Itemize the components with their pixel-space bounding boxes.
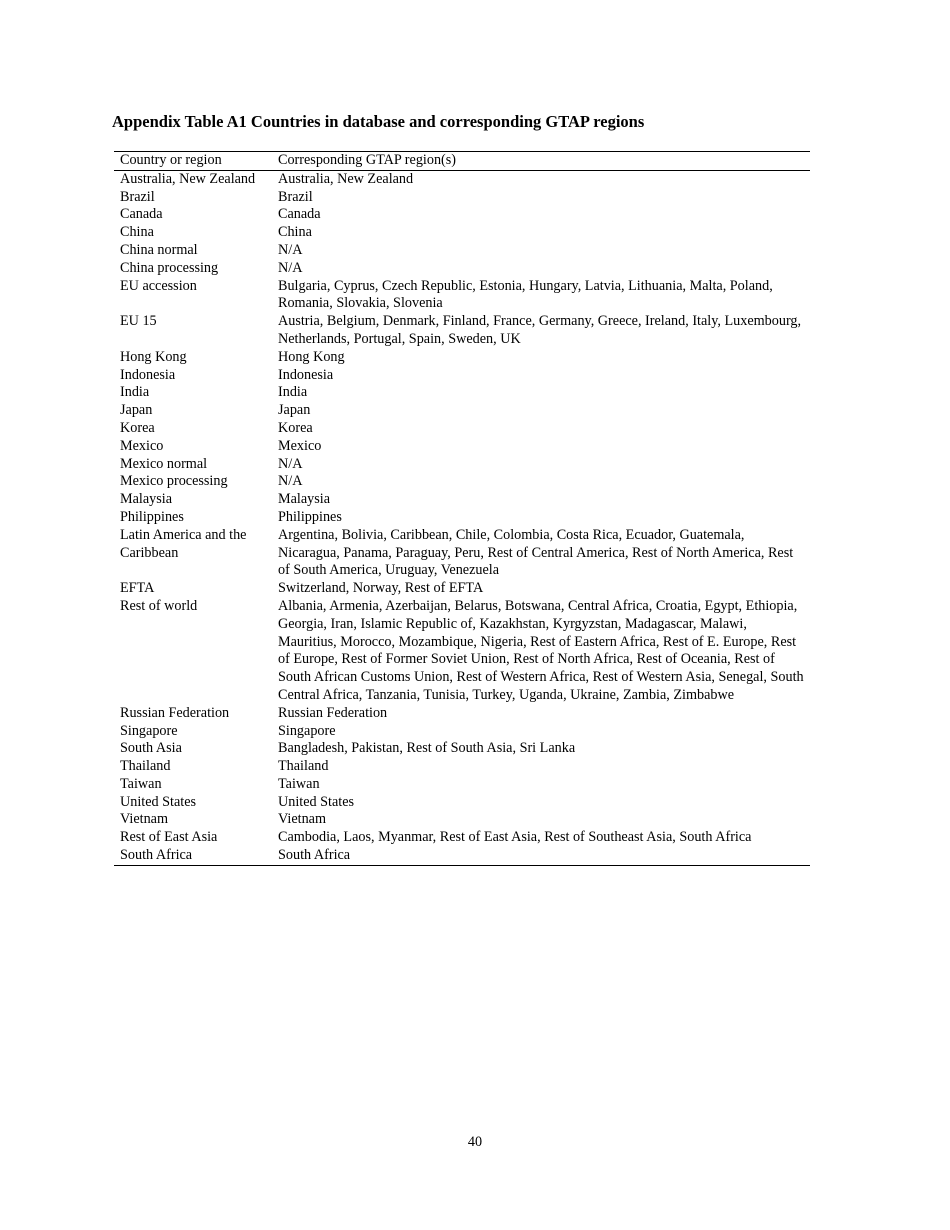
- table-row: [114, 349, 810, 367]
- table-row: [114, 206, 810, 224]
- table-row: [114, 580, 810, 598]
- gtap-regions-cell: Argentina, Bolivia, Caribbean, Chile, Colombia, Costa Rica, Ecuador, Guatemala, Nicaragua, Panama, Paraguay, Peru, Rest of Central America, Rest of North America, Rest of South America, Uruguay, Venezuela: [278, 526, 794, 579]
- table-row: [114, 170, 810, 188]
- country-cell: Taiwan: [120, 775, 162, 792]
- country-cell: Rest of world: [120, 597, 198, 614]
- table-header: [114, 152, 810, 171]
- country-cell: Australia, New Zealand: [120, 170, 256, 187]
- gtap-regions-cell: Albania, Armenia, Azerbaijan, Belarus, Botswana, Central Africa, Croatia, Egypt, Ethiopia, Georgia, Iran, Islamic Republic of, Kazakhstan, Kyrgyzstan, Madagascar, Malawi, Mauritius, Morocco, Mozambique, Nigeria, Rest of Eastern Africa, Rest of E. Europe, Rest of Europe, Rest of Former Soviet Union, Rest of North Africa, Rest of Oceania, Rest of South African Customs Union, Rest of Western Africa, Rest of Western Asia, Senegal, South Central Africa, Tanzania, Tunisia, Turkey, Uganda, Ukraine, Zambia, Zimbabwe: [278, 597, 804, 703]
- gtap-regions-cell: Bangladesh, Pakistan, Rest of South Asia, Sri Lanka: [278, 740, 576, 757]
- country-cell: South Africa: [120, 847, 193, 864]
- gtap-regions-cell: Japan: [278, 402, 311, 419]
- table-body: [114, 170, 810, 865]
- gtap-regions-cell: China: [278, 224, 312, 241]
- country-cell: Singapore: [120, 722, 178, 739]
- table-row: [114, 527, 810, 580]
- gtap-regions-cell: Hong Kong: [278, 348, 345, 365]
- country-cell: India: [120, 384, 150, 401]
- table-row: [114, 242, 810, 260]
- country-cell: Rest of East Asia: [120, 829, 218, 846]
- gtap-regions-cell: United States: [278, 793, 355, 810]
- gtap-regions-cell: N/A: [278, 455, 303, 472]
- table-row: [114, 456, 810, 474]
- country-cell: Canada: [120, 206, 163, 223]
- table-row: [114, 473, 810, 491]
- table-row: [114, 847, 810, 865]
- table-row: [114, 740, 810, 758]
- table-row: [114, 420, 810, 438]
- table-row: [114, 598, 810, 705]
- country-cell: EU accession: [120, 277, 197, 294]
- gtap-regions-cell: Vietnam: [278, 811, 326, 828]
- gtap-regions-cell: Malaysia: [278, 491, 331, 508]
- gtap-regions-cell: Mexico: [278, 437, 322, 454]
- table-row: [114, 384, 810, 402]
- country-cell: Mexico normal: [120, 455, 208, 472]
- table-row: [114, 758, 810, 776]
- table-row: [114, 367, 810, 385]
- country-cell: Philippines: [120, 508, 184, 525]
- gtap-regions-cell: Brazil: [278, 188, 313, 205]
- countries-table: [114, 151, 810, 866]
- gtap-regions-cell: Russian Federation: [278, 704, 388, 721]
- country-cell: Hong Kong: [120, 348, 187, 365]
- table-title: Appendix Table A1 Countries in database and corresponding GTAP regions: [112, 112, 645, 131]
- page-number: 40: [467, 1134, 483, 1150]
- gtap-regions-cell: N/A: [278, 241, 303, 258]
- gtap-regions-cell: N/A: [278, 259, 303, 276]
- table-row: [114, 313, 810, 349]
- gtap-regions-cell: Indonesia: [278, 366, 334, 383]
- gtap-regions-cell: Singapore: [278, 722, 336, 739]
- table-row: [114, 829, 810, 847]
- table-row: [114, 811, 810, 829]
- table-row: [114, 723, 810, 741]
- gtap-regions-cell: N/A: [278, 473, 303, 490]
- country-cell: South Asia: [120, 740, 182, 757]
- gtap-regions-cell: Canada: [278, 206, 321, 223]
- table-row: [114, 402, 810, 420]
- country-cell: Vietnam: [120, 811, 168, 828]
- gtap-regions-cell: South Africa: [278, 847, 351, 864]
- header-row: [114, 152, 810, 171]
- gtap-regions-cell: Switzerland, Norway, Rest of EFTA: [278, 580, 484, 597]
- header-gtap-regions: Corresponding GTAP region(s): [278, 152, 810, 171]
- country-cell: Russian Federation: [120, 704, 230, 721]
- country-cell: EU 15: [120, 313, 157, 330]
- country-cell: Indonesia: [120, 366, 176, 383]
- country-cell: Malaysia: [120, 491, 173, 508]
- table-row: [114, 189, 810, 207]
- country-cell: Mexico processing: [120, 473, 228, 490]
- country-cell: Mexico: [120, 437, 164, 454]
- table-row: [114, 491, 810, 509]
- table-row: [114, 794, 810, 812]
- table-row: [114, 260, 810, 278]
- country-cell: Brazil: [120, 188, 155, 205]
- table-row: [114, 776, 810, 794]
- table-row: [114, 278, 810, 314]
- country-cell: China processing: [120, 259, 219, 276]
- country-cell: Thailand: [120, 758, 171, 775]
- country-cell: China: [120, 224, 154, 241]
- gtap-regions-cell: Australia, New Zealand: [278, 170, 414, 187]
- table-row: [114, 438, 810, 456]
- header-country: Country or region: [114, 152, 278, 171]
- country-cell: China normal: [120, 241, 198, 258]
- table-row: [114, 509, 810, 527]
- table-row: [114, 705, 810, 723]
- gtap-regions-cell: India: [278, 384, 308, 401]
- country-cell: Korea: [120, 419, 155, 436]
- gtap-regions-cell: Korea: [278, 419, 313, 436]
- country-cell: Japan: [120, 402, 153, 419]
- gtap-regions-cell: Thailand: [278, 758, 329, 775]
- gtap-regions-cell: Austria, Belgium, Denmark, Finland, France, Germany, Greece, Ireland, Italy, Luxembourg, Netherlands, Portugal, Spain, Sweden, UK: [278, 313, 802, 347]
- gtap-regions-cell: Cambodia, Laos, Myanmar, Rest of East Asia, Rest of Southeast Asia, South Africa: [278, 829, 752, 846]
- country-cell: Latin America and the Caribbean: [120, 526, 247, 561]
- gtap-regions-cell: Philippines: [278, 508, 342, 525]
- country-cell: United States: [120, 793, 197, 810]
- table-row: [114, 224, 810, 242]
- gtap-regions-cell: Taiwan: [278, 775, 320, 792]
- country-cell: EFTA: [120, 580, 155, 597]
- gtap-regions-cell: Bulgaria, Cyprus, Czech Republic, Estonia, Hungary, Latvia, Lithuania, Malta, Poland, Romania, Slovakia, Slovenia: [278, 277, 773, 312]
